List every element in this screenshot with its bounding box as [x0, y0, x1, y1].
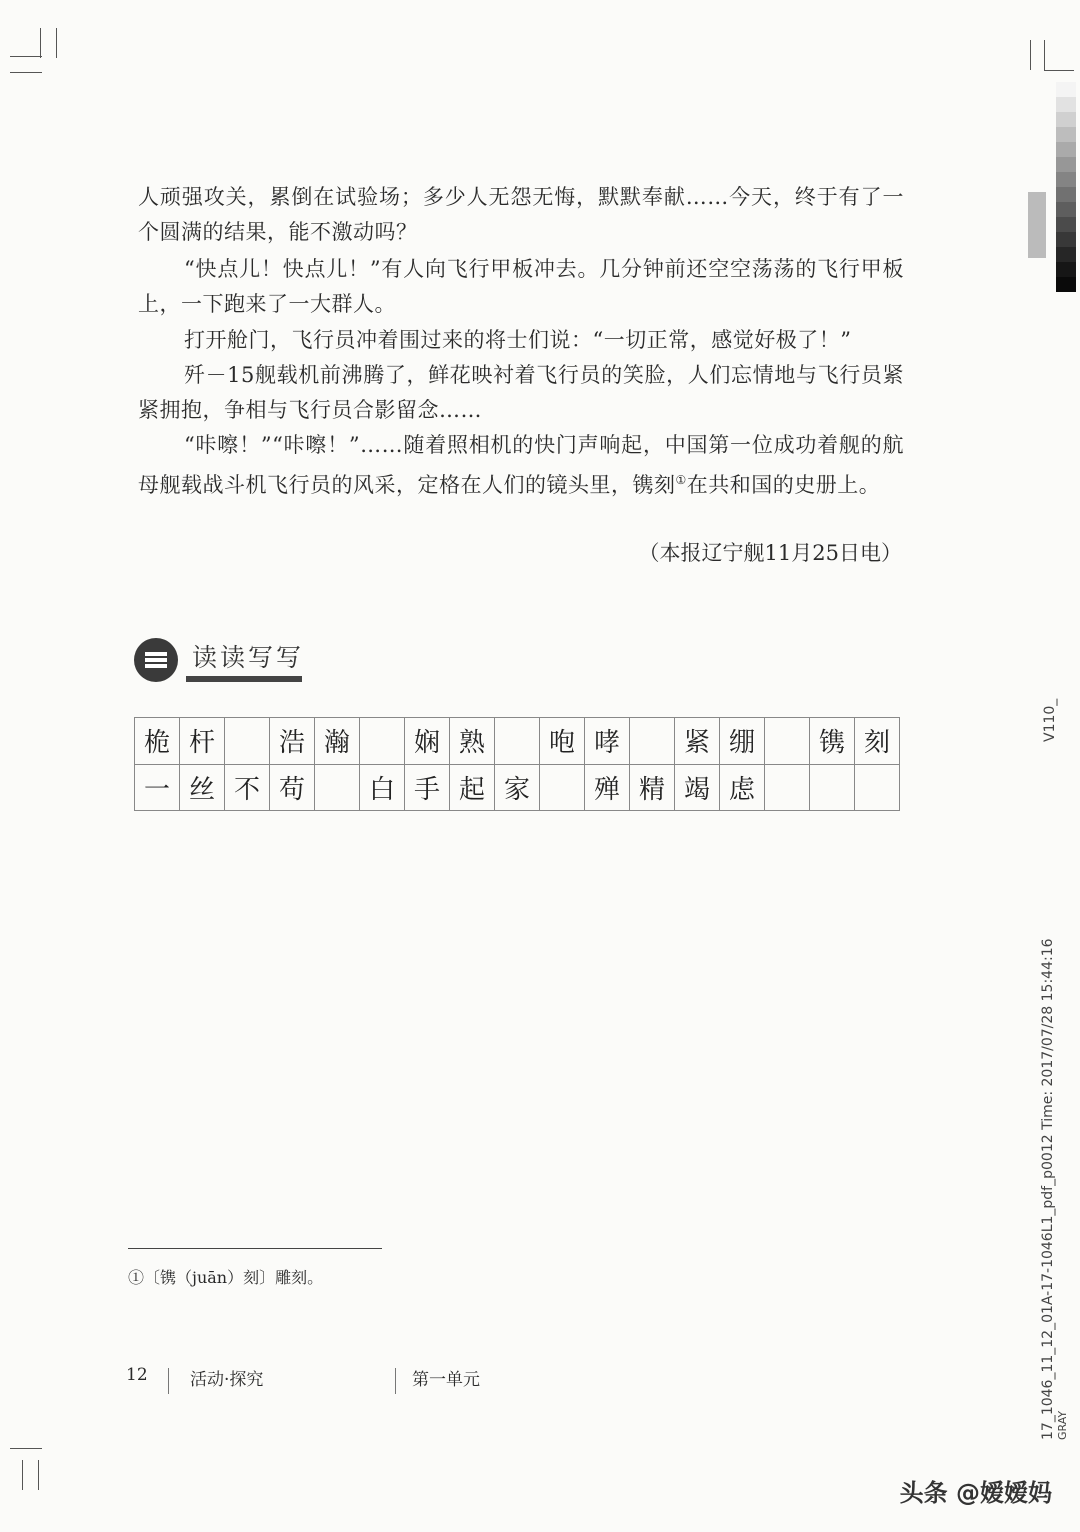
grid-cell: 杆 — [180, 718, 225, 765]
side-file-info: 17_1046_11_12_01A-17-1046L1_pdf_p0012 Time: 2017/07/28 15:44:16 — [1040, 938, 1056, 1440]
grid-cell — [495, 718, 540, 765]
grid-cell: 绷 — [720, 718, 765, 765]
paragraph-5-text: “咔嚓！”“咔嚓！”……随着照相机的快门声响起，中国第一位成功着舰的航母舰载战斗机飞行员的风采，定格在人们的镜头里，镌刻 — [138, 433, 904, 497]
grid-cell: 镌 — [810, 718, 855, 765]
vocabulary-grid — [134, 717, 900, 811]
grid-cell: 娴 — [405, 718, 450, 765]
grid-cell — [765, 764, 810, 811]
section-underline — [186, 676, 302, 682]
watermark: 头条 @嫒嫒妈 — [899, 1479, 1052, 1507]
crop-mark — [22, 1460, 23, 1490]
grid-cell — [810, 764, 855, 811]
crop-mark — [10, 1448, 42, 1449]
crop-mark — [40, 28, 41, 58]
grid-cell: 虑 — [720, 764, 765, 811]
grid-cell — [855, 764, 900, 811]
footer-right-label: 第一单元 — [412, 1370, 480, 1390]
grid-cell: 家 — [495, 764, 540, 811]
crop-mark — [1044, 70, 1074, 71]
footnote-marker: ① — [675, 473, 687, 487]
gray-patch — [1028, 192, 1046, 258]
dateline: （本报辽宁舰11月25日电） — [638, 541, 902, 565]
section-title: 读读写写 — [192, 643, 305, 672]
grid-cell: 白 — [360, 764, 405, 811]
crop-mark — [1044, 40, 1045, 70]
paragraph-3: 打开舱门，飞行员冲着围过来的将士们说：“一切正常，感觉好极了！” — [184, 328, 852, 352]
grid-row-2 — [135, 764, 900, 811]
grid-cell: 精 — [630, 764, 675, 811]
footnote-rule — [128, 1248, 382, 1249]
paragraph-5-end: 在共和国的史册上。 — [686, 473, 881, 497]
footnote: ①〔镌（juān）刻〕雕刻。 — [128, 1268, 324, 1287]
grid-cell — [315, 764, 360, 811]
grid-cell: 一 — [135, 764, 180, 811]
grid-cell — [630, 718, 675, 765]
grid-cell: 竭 — [675, 764, 720, 811]
footer-divider — [168, 1368, 169, 1394]
grid-cell: 苟 — [270, 764, 315, 811]
crop-mark — [10, 56, 42, 57]
crop-mark — [10, 72, 42, 73]
grid-cell: 浩 — [270, 718, 315, 765]
side-gray-label: GRAY — [1056, 1410, 1069, 1440]
grid-cell: 殚 — [585, 764, 630, 811]
paragraph-2: “快点儿！快点儿！”有人向飞行甲板冲去。几分钟前还空空荡荡的飞行甲板上，一下跑来了一大群人。 — [138, 257, 904, 316]
grid-cell: 刻 — [855, 718, 900, 765]
paragraph-4: 歼－15舰载机前沸腾了，鲜花映衬着飞行员的笑脸，人们忘情地与飞行员紧紧拥抱，争相与飞行员合影留念…… — [138, 363, 904, 422]
grid-cell: 紧 — [675, 718, 720, 765]
section-heading — [134, 634, 314, 686]
crop-mark — [38, 1460, 39, 1490]
grid-row-1 — [135, 718, 900, 765]
grid-cell — [540, 764, 585, 811]
grid-cell — [360, 718, 405, 765]
grid-cell: 起 — [450, 764, 495, 811]
grid-cell — [765, 718, 810, 765]
grid-cell: 不 — [225, 764, 270, 811]
grid-cell: 哮 — [585, 718, 630, 765]
grid-cell: 丝 — [180, 764, 225, 811]
footer-left-label: 活动·探究 — [190, 1370, 264, 1390]
grid-cell: 手 — [405, 764, 450, 811]
side-code: V110_ — [1042, 698, 1058, 742]
footer-divider — [395, 1368, 396, 1394]
paragraph-5 — [138, 428, 904, 503]
paragraph-1: 人顽强攻关，累倒在试验场；多少人无怨无悔，默默奉献……今天，终于有了一个圆满的结果，能不激动吗？ — [138, 185, 904, 244]
crop-mark — [1030, 40, 1031, 70]
grid-cell: 咆 — [540, 718, 585, 765]
grid-cell: 桅 — [135, 718, 180, 765]
grid-cell: 熟 — [450, 718, 495, 765]
crop-mark — [56, 28, 57, 58]
page-number: 12 — [126, 1365, 148, 1385]
grid-cell — [225, 718, 270, 765]
section-number-three-icon — [134, 638, 178, 682]
grid-cell: 瀚 — [315, 718, 360, 765]
grayscale-calibration-strip — [1056, 82, 1076, 292]
